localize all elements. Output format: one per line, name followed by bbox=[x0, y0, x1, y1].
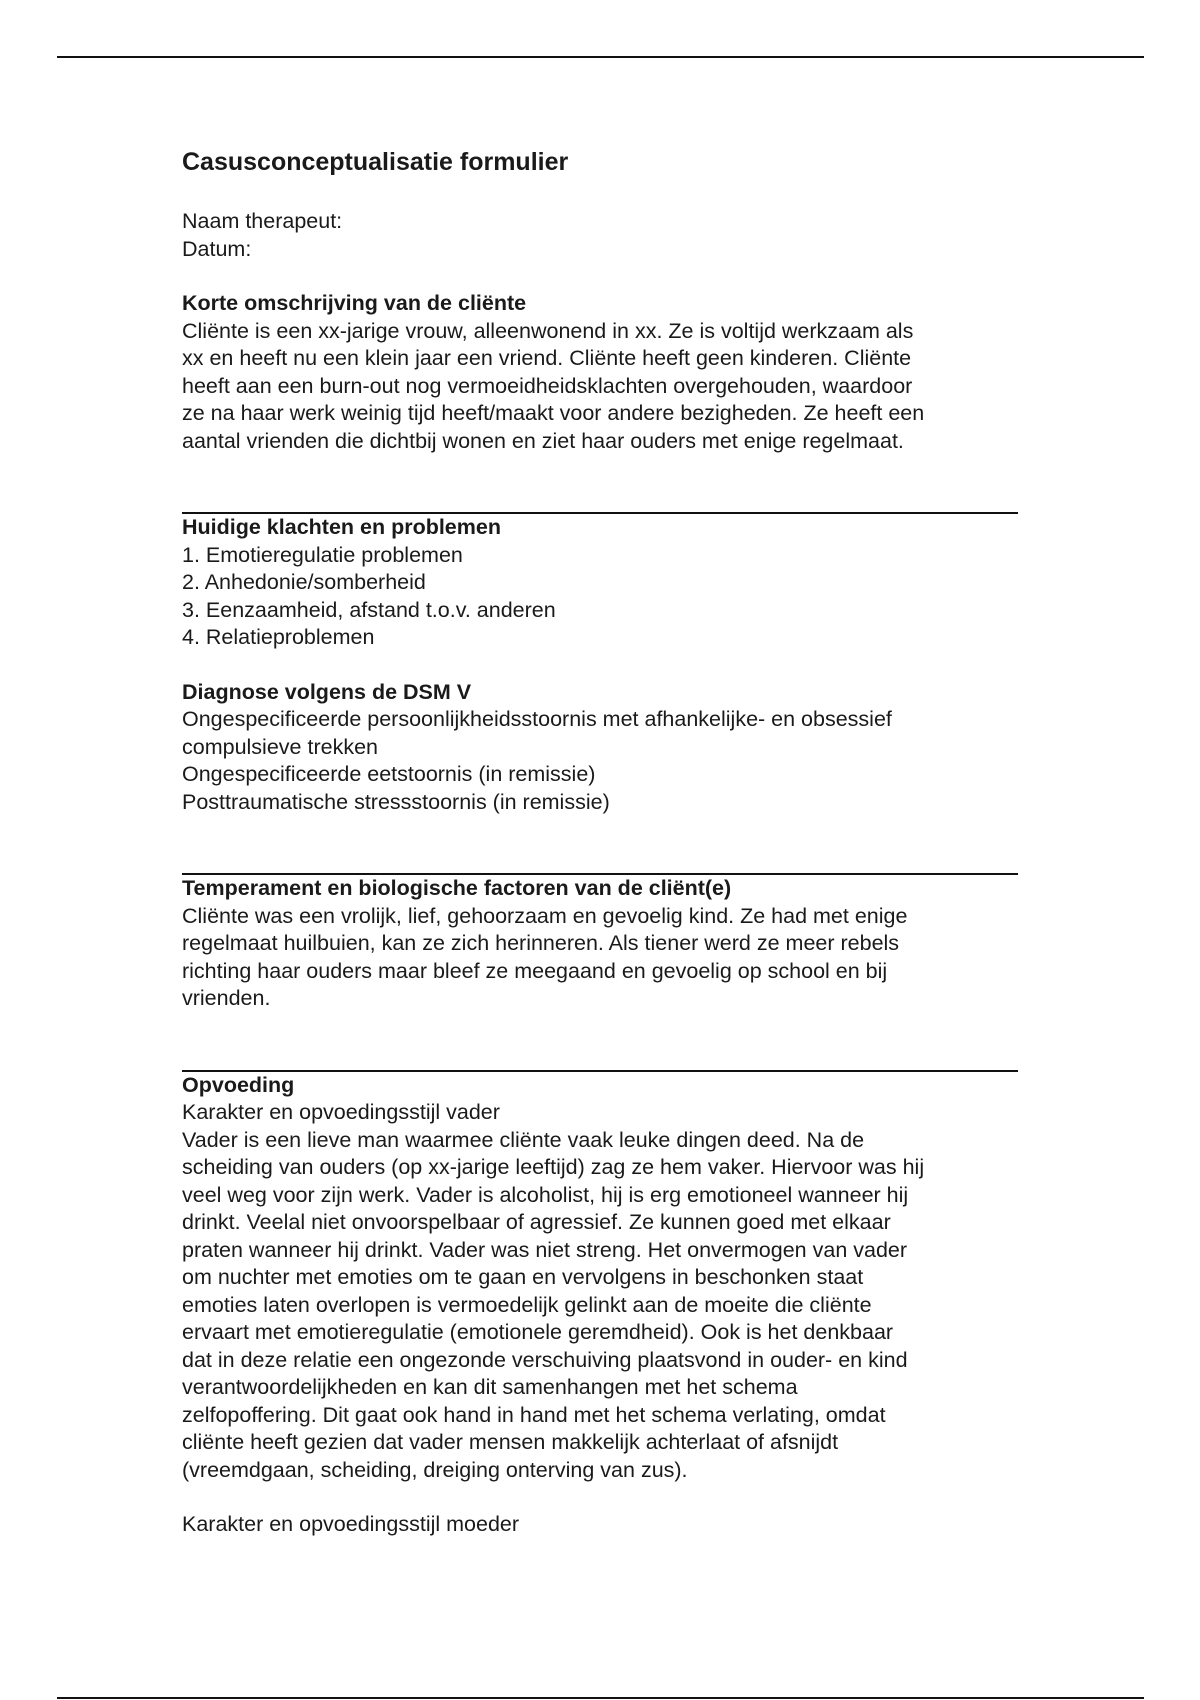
section-heading: Huidige klachten en problemen bbox=[182, 515, 501, 539]
paragraph-line: drinkt. Veelal niet onvoorspelbaar of agressief. Ze kunnen goed met elkaar bbox=[182, 1210, 891, 1234]
paragraph-line: Cliënte was een vrolijk, lief, gehoorzaam en gevoelig kind. Ze had met enige bbox=[182, 903, 908, 928]
paragraph-line: (vreemdgaan, scheiding, dreiging onterving van zus). bbox=[182, 1457, 688, 1482]
father-subheading: Karakter en opvoedingsstijl vader bbox=[182, 1100, 500, 1124]
paragraph-line: Ongespecificeerde eetstoornis (in remissie) bbox=[182, 762, 596, 786]
paragraph-line: Ongespecificeerde persoonlijkheidsstoornis met afhankelijke- en obsessief bbox=[182, 707, 892, 731]
diagnosis-section bbox=[182, 679, 1022, 817]
paragraph-line: aantal vrienden die dichtbij wonen en ziet haar ouders met enige regelmaat. bbox=[182, 428, 904, 453]
paragraph-line: verantwoordelijkheden en kan dit samenhangen met het schema bbox=[182, 1375, 798, 1399]
upbringing-section bbox=[182, 1072, 1022, 1539]
paragraph-line: Posttraumatische stressstoornis (in remissie) bbox=[182, 789, 610, 814]
document-title: Casusconceptualisatie formulier bbox=[182, 148, 569, 176]
paragraph-line: ervaart met emotieregulatie (emotionele geremdheid). Ook is het denkbaar bbox=[182, 1320, 894, 1344]
paragraph-line: zelfopoffering. Dit gaat ook hand in hand met het schema verlating, omdat bbox=[182, 1402, 886, 1427]
complaints-section bbox=[182, 514, 1022, 652]
paragraph-line: xx en heeft nu een klein jaar een vriend. Cliënte heeft geen kinderen. Cliënte bbox=[182, 346, 912, 370]
therapist-name-label: Naam therapeut: bbox=[182, 209, 343, 233]
paragraph-line: dat in deze relatie een ongezonde verschuiving plaatsvond in ouder- en kind bbox=[182, 1347, 908, 1372]
page-bottom-rule bbox=[57, 1697, 1144, 1699]
list-item: 1. Emotieregulatie problemen bbox=[182, 542, 463, 567]
list-item: 3. Eenzaamheid, afstand t.o.v. anderen bbox=[182, 597, 556, 622]
paragraph-line: Vader is een lieve man waarmee cliënte vaak leuke dingen deed. Na de bbox=[182, 1127, 865, 1152]
paragraph-line: richting haar ouders maar bleef ze meegaand en gevoelig op school en bij bbox=[182, 958, 888, 983]
date-label: Datum: bbox=[182, 236, 252, 261]
paragraph-line: vrienden. bbox=[182, 986, 271, 1010]
paragraph-line: Cliënte is een xx-jarige vrouw, alleenwonend in xx. Ze is voltijd werkzaam als bbox=[182, 318, 914, 343]
section-heading: Temperament en biologische factoren van de cliënt(e) bbox=[182, 876, 732, 900]
temperament-section bbox=[182, 875, 1022, 1013]
section-heading: Diagnose volgens de DSM V bbox=[182, 679, 472, 704]
paragraph-line: regelmaat huilbuien, kan ze zich herinneren. Als tiener werd ze meer rebels bbox=[182, 931, 900, 955]
paragraph-line: compulsieve trekken bbox=[182, 734, 378, 759]
mother-subheading: Karakter en opvoedingsstijl moeder bbox=[182, 1512, 520, 1536]
section-heading: Korte omschrijving van de cliënte bbox=[182, 291, 527, 315]
paragraph-line: om nuchter met emoties om te gaan en vervolgens in beschonken staat bbox=[182, 1265, 864, 1289]
paragraph-line: cliënte heeft gezien dat vader mensen makkelijk achterlaat of afsnijdt bbox=[182, 1430, 839, 1454]
section-heading: Opvoeding bbox=[182, 1072, 295, 1097]
paragraph-line: emoties laten overlopen is vermoedelijk gelinkt aan de moeite die cliënte bbox=[182, 1292, 872, 1317]
paragraph-line: ze na haar werk weinig tijd heeft/maakt voor andere bezigheden. Ze heeft een bbox=[182, 401, 925, 425]
paragraph-line: veel weg voor zijn werk. Vader is alcoholist, hij is erg emotioneel wanneer hij bbox=[182, 1182, 909, 1207]
paragraph-line: praten wanneer hij drinkt. Vader was niet streng. Het onvermogen van vader bbox=[182, 1237, 908, 1262]
client-description-section bbox=[182, 290, 1022, 455]
page-top-rule bbox=[57, 56, 1144, 58]
list-item: 4. Relatieproblemen bbox=[182, 625, 375, 649]
paragraph-line: heeft aan een burn-out nog vermoeidheidsklachten overgehouden, waardoor bbox=[182, 373, 913, 398]
document-body bbox=[182, 145, 1022, 1539]
list-item: 2. Anhedonie/somberheid bbox=[182, 570, 426, 594]
paragraph-line: scheiding van ouders (op xx-jarige leeftijd) zag ze hem vaker. Hiervoor was hij bbox=[182, 1155, 925, 1179]
